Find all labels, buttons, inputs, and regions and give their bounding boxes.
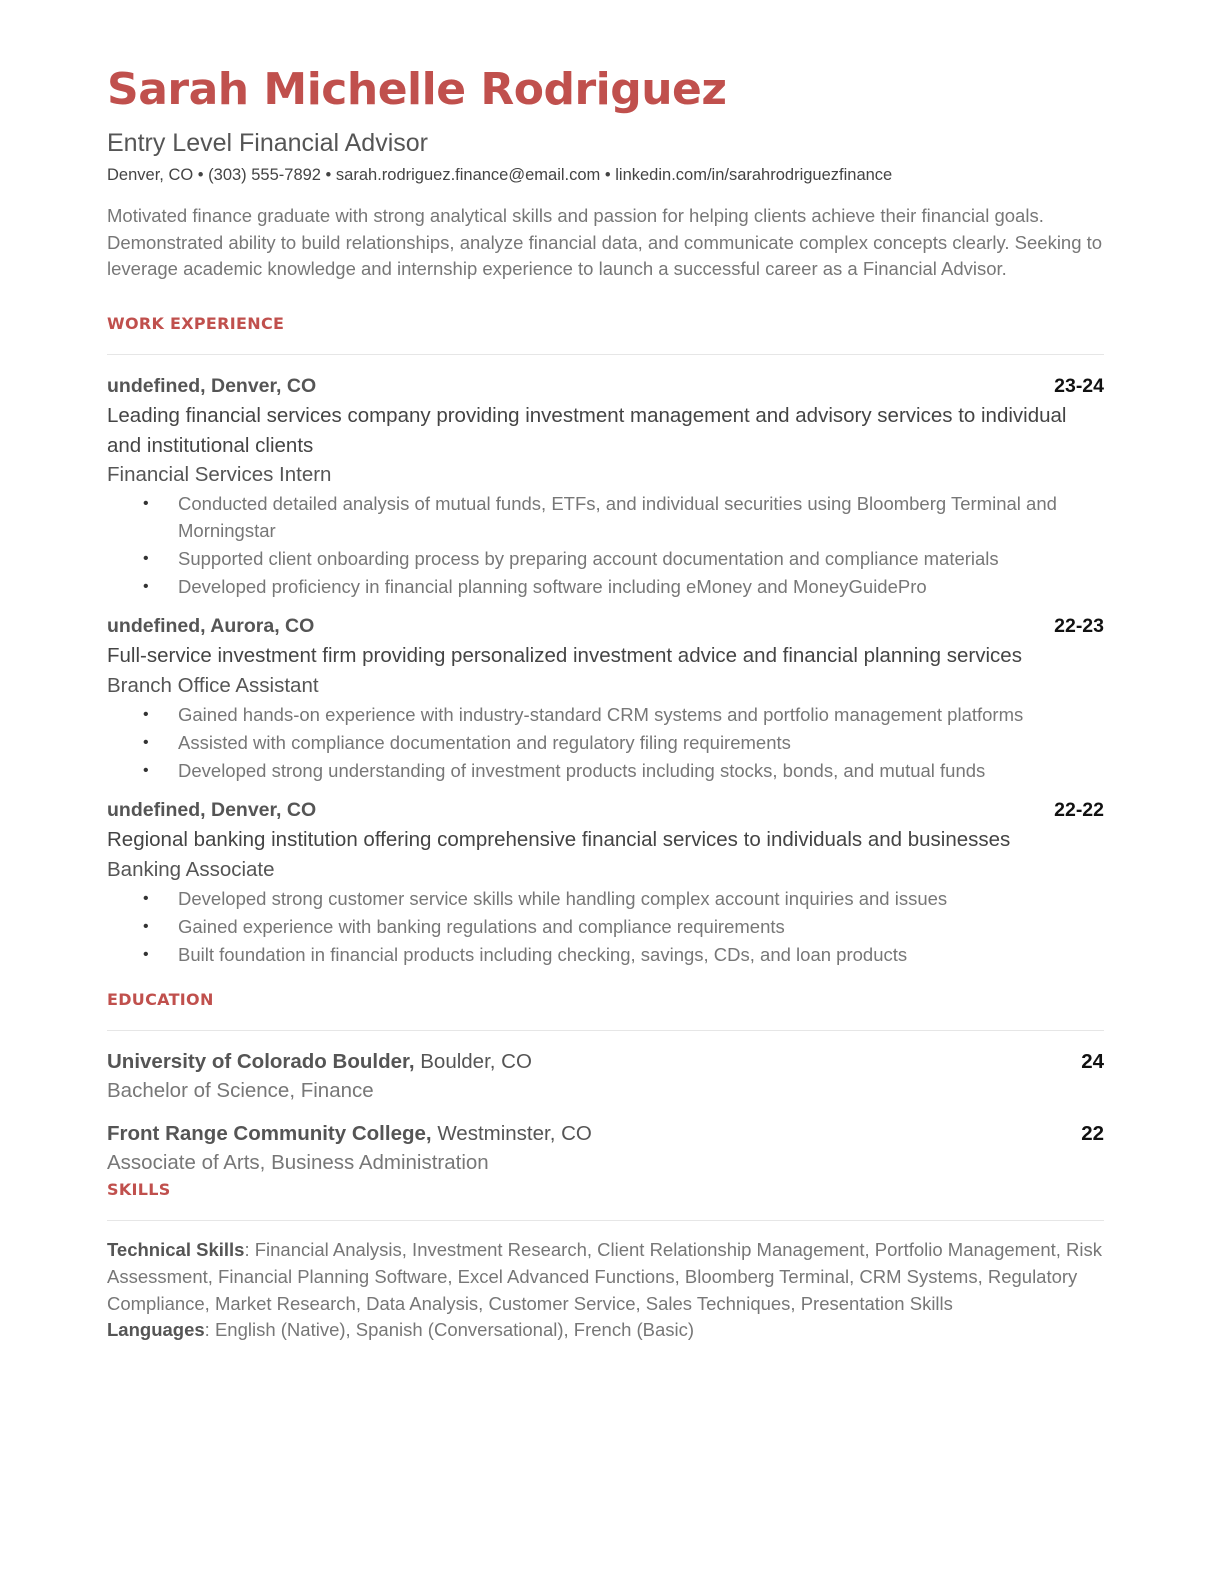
professional-summary: Motivated finance graduate with strong analytical skills and passion for helping clients achieve their financial goals. Demonstrated ability to build relationships, analyze financial data, and communicate complex concepts clearly. Seeking to leverage academic knowledge and internship experience to launch a successful career as a Financial Advisor.: [107, 205, 1103, 280]
list-item: [143, 546, 1104, 573]
candidate-name: Sarah Michelle Rodriguez: [107, 64, 727, 115]
list-item: [143, 702, 1104, 729]
technical-skills-label: Technical Skills: [107, 1239, 245, 1261]
school-location: Westminster, CO: [437, 1121, 592, 1145]
bullet-text: Conducted detailed analysis of mutual funds, ETFs, and individual securities using Bloomberg Terminal and Morningstar: [178, 493, 1057, 541]
job-bullets: [107, 702, 1104, 785]
job-description: Leading financial services company providing investment management and advisory services to individual and institutional clients: [107, 404, 1067, 457]
bullet-icon: •: [143, 733, 149, 751]
job-dates: 23-24: [1054, 375, 1104, 398]
job-entry: [107, 796, 1104, 968]
bullet-text: Gained experience with banking regulations and compliance requirements: [178, 915, 785, 937]
bullet-text: Developed strong customer service skills while handling complex account inquiries and issues: [178, 887, 948, 909]
education-year: 24: [1081, 1050, 1104, 1074]
list-item: [143, 758, 1104, 785]
job-header: [107, 372, 1104, 401]
job-description: Regional banking institution offering comprehensive financial services to individuals and businesses: [107, 828, 1011, 852]
technical-skills-text: : Financial Analysis, Investment Research, Client Relationship Management, Portfolio Management, Risk Assessment, Financial Planning Software, Excel Advanced Functions, Bloomberg Terminal, CRM Systems, Regulatory Compliance, Market Research, Data Analysis, Customer Service, Sales Techniques, Presentation Skills: [107, 1239, 1103, 1314]
skills-heading: SKILLS: [107, 1180, 171, 1200]
job-header: [107, 796, 1104, 825]
bullet-icon: •: [143, 761, 149, 779]
list-item: [143, 886, 1104, 913]
section-divider: [107, 354, 1104, 355]
contact-line: Denver, CO • (303) 555-7892 • sarah.rodriguez.finance@email.com • linkedin.com/in/sarahrodriguezfinance: [107, 166, 893, 184]
job-company: undefined, Aurora, CO: [107, 615, 315, 638]
degree: Associate of Arts, Business Administration: [107, 1150, 489, 1174]
job-role: Branch Office Assistant: [107, 673, 319, 697]
bullet-text: Gained hands-on experience with industry-standard CRM systems and portfolio management platforms: [178, 703, 1024, 725]
section-divider: [107, 1030, 1104, 1031]
section-divider: [107, 1220, 1104, 1221]
languages-label: Languages: [107, 1319, 205, 1341]
job-bullets: [107, 886, 1104, 969]
job-role: Financial Services Intern: [107, 463, 332, 487]
job-entry: [107, 372, 1104, 600]
candidate-title: Entry Level Financial Advisor: [107, 129, 428, 157]
job-company: undefined, Denver, CO: [107, 799, 317, 822]
languages: [107, 1317, 1104, 1344]
job-dates: 22-22: [1054, 799, 1104, 822]
list-item: [143, 491, 1104, 544]
education-heading: EDUCATION: [107, 990, 214, 1010]
list-item: [143, 730, 1104, 757]
job-company: undefined, Denver, CO: [107, 375, 317, 398]
bullet-icon: •: [143, 705, 149, 723]
bullet-icon: •: [143, 889, 149, 907]
bullet-text: Developed strong understanding of investment products including stocks, bonds, and mutual funds: [178, 759, 986, 781]
bullet-text: Supported client onboarding process by preparing account documentation and compliance materials: [178, 547, 999, 569]
education-entry: [107, 1119, 1104, 1178]
work-experience-heading: WORK EXPERIENCE: [107, 314, 285, 334]
job-description: Full-service investment firm providing personalized investment advice and financial planning services: [107, 644, 1022, 668]
bullet-icon: •: [143, 577, 149, 595]
languages-text: : English (Native), Spanish (Conversational), French (Basic): [204, 1319, 695, 1341]
education-header: [107, 1119, 1104, 1148]
bullet-icon: •: [143, 549, 149, 567]
school-name: Front Range Community College,: [107, 1121, 432, 1145]
school-location: Boulder, CO: [420, 1050, 532, 1074]
school-name: University of Colorado Boulder,: [107, 1050, 415, 1074]
bullet-text: Assisted with compliance documentation and regulatory filing requirements: [178, 731, 791, 753]
job-role: Banking Associate: [107, 857, 275, 881]
education-header: [107, 1047, 1104, 1076]
job-dates: 22-23: [1054, 615, 1104, 638]
bullet-icon: •: [143, 945, 149, 963]
degree: Bachelor of Science, Finance: [107, 1079, 374, 1103]
bullet-icon: •: [143, 495, 149, 513]
education-year: 22: [1081, 1121, 1104, 1145]
job-bullets: [107, 491, 1104, 600]
education-entry: [107, 1047, 1104, 1106]
job-entry: [107, 612, 1104, 784]
bullet-text: Developed proficiency in financial planning software including eMoney and MoneyGuidePro: [178, 575, 927, 597]
technical-skills: [107, 1237, 1104, 1317]
job-header: [107, 612, 1104, 641]
list-item: [143, 942, 1104, 969]
bullet-icon: •: [143, 917, 149, 935]
resume-page: [107, 58, 1104, 1344]
bullet-text: Built foundation in financial products including checking, savings, CDs, and loan products: [178, 943, 908, 965]
list-item: [143, 914, 1104, 941]
list-item: [143, 574, 1104, 601]
